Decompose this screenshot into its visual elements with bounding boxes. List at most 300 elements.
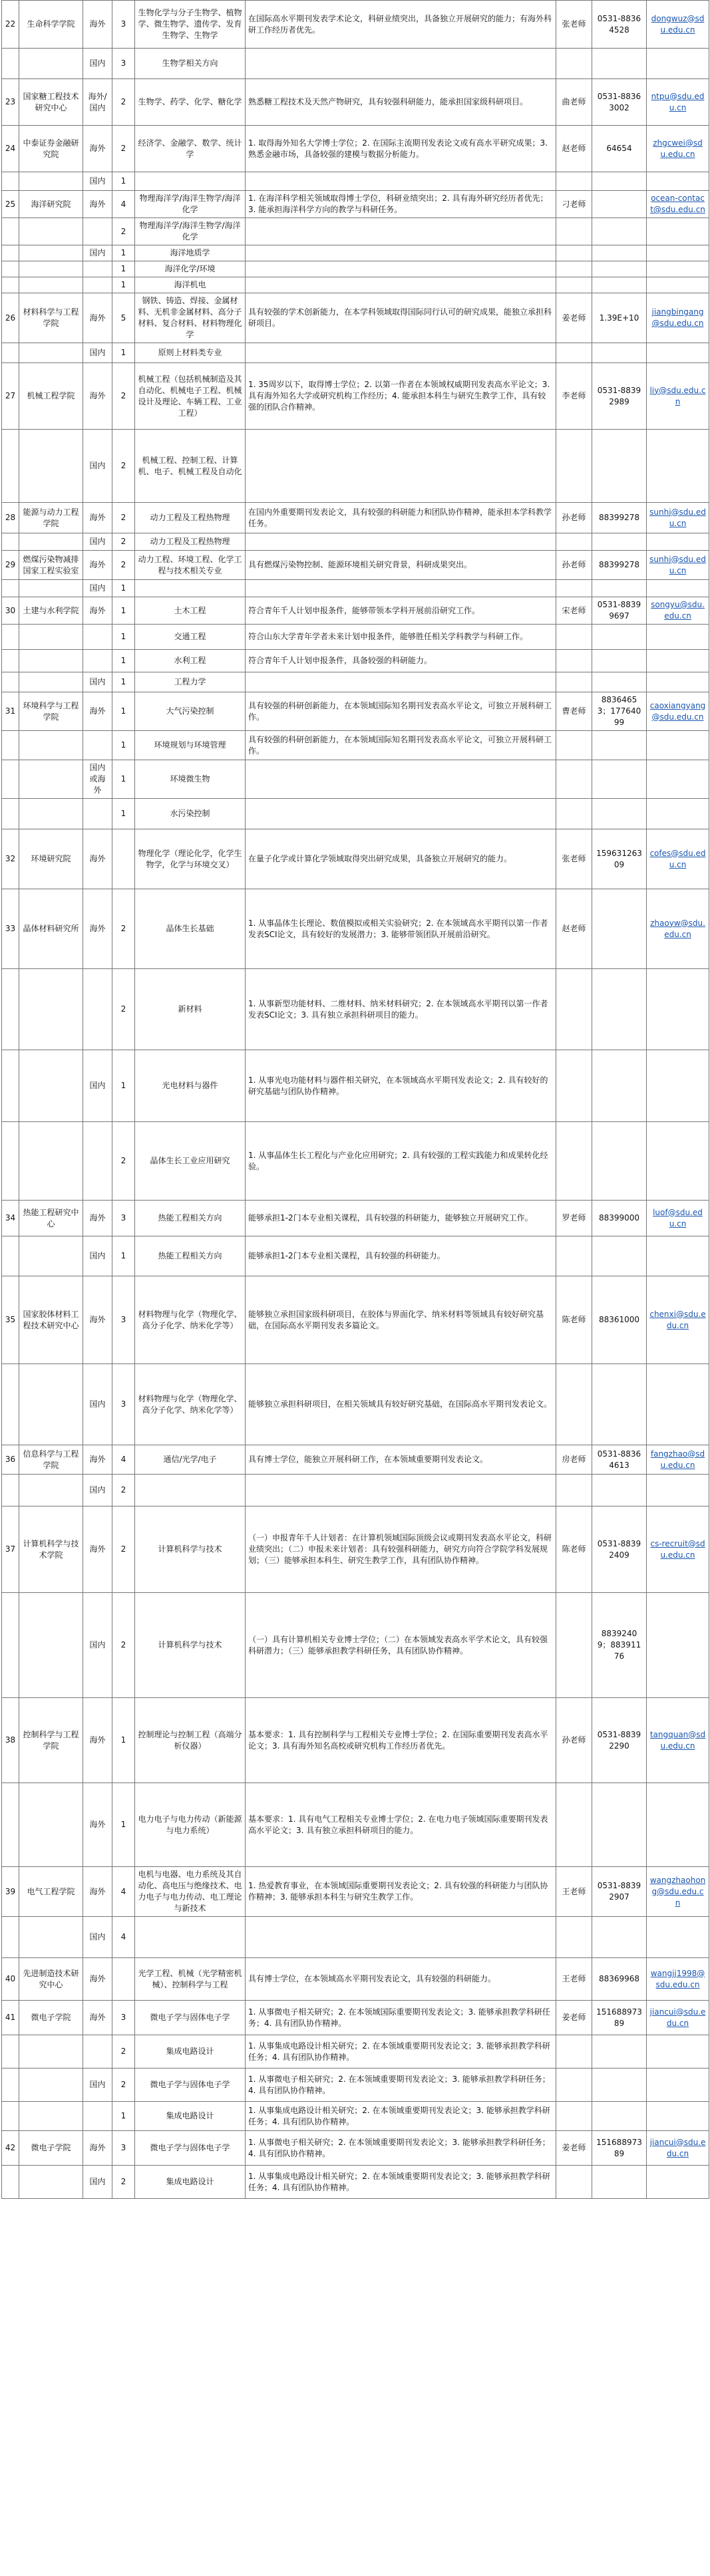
talent-source: 海外	[83, 2001, 112, 2035]
requirements: 1. 35周岁以下，取得博士学位；2. 以第一作者在本领域权威期刊发表高水平论文；3. 具有海外知名大学或研究机构工作经历；4. 能承担本科生与研究生教学工作，具有较强的团队合作精神。	[246, 363, 556, 430]
talent-source: 国内	[83, 245, 112, 261]
unit-name: 海洋研究院	[19, 191, 83, 218]
headcount: 2	[112, 1122, 135, 1201]
research-direction: 机械工程、控制工程、计算机、电子、机械工程及自动化	[135, 430, 246, 503]
table-row	[2, 1506, 709, 1593]
unit-name	[19, 2035, 83, 2069]
research-direction: 海洋地质学	[135, 245, 246, 261]
headcount: 1	[112, 1698, 135, 1783]
requirements	[246, 533, 556, 551]
row-number: 41	[2, 2001, 19, 2035]
row-number	[2, 218, 19, 245]
unit-name: 生命科学学院	[19, 1, 83, 49]
row-number	[2, 1593, 19, 1698]
row-number	[2, 969, 19, 1050]
unit-name: 微电子学院	[19, 2131, 83, 2166]
talent-source: 海外	[83, 503, 112, 533]
research-direction	[135, 172, 246, 191]
headcount: 1	[112, 245, 135, 261]
research-direction: 环境微生物	[135, 760, 246, 799]
contact-person: 孙老师	[556, 503, 592, 533]
talent-source: 海外/国内	[83, 79, 112, 126]
contact-phone: 1.39E+10	[592, 293, 647, 343]
table-row	[2, 969, 709, 1050]
requirements: 具有较强的科研创新能力，在本领域国际知名期刊发表高水平论文，可独立开展科研工作。	[246, 692, 556, 731]
contact-email[interactable]: chenxi@sdu.edu.cn	[647, 1276, 709, 1364]
row-number: 24	[2, 126, 19, 172]
headcount: 4	[112, 1445, 135, 1475]
requirements: 1. 从事微电子相关研究；2. 在本领域国际重要期刊发表论文；3. 能够承担教学科研任务；4. 具有团队协作精神。	[246, 2001, 556, 2035]
talent-source	[83, 650, 112, 672]
contact-email	[647, 1917, 709, 1958]
contact-person	[556, 2035, 592, 2069]
table-row	[2, 1593, 709, 1698]
row-number	[2, 1236, 19, 1276]
unit-name	[19, 1364, 83, 1445]
talent-source: 海外	[83, 829, 112, 889]
talent-source: 海外	[83, 363, 112, 430]
talent-source: 国内	[83, 2069, 112, 2102]
research-direction: 生物化学与分子生物学、植物学、微生物学、遗传学、发育生物学、生物学	[135, 1, 246, 49]
contact-phone	[592, 1236, 647, 1276]
unit-name: 计算机科学与技术学院	[19, 1506, 83, 1593]
row-number: 37	[2, 1506, 19, 1593]
headcount: 2	[112, 218, 135, 245]
contact-email[interactable]: liy@sdu.edu.cn	[647, 363, 709, 430]
requirements	[246, 430, 556, 503]
contact-phone: 15168897389	[592, 2131, 647, 2166]
contact-phone	[592, 2069, 647, 2102]
research-direction: 土木工程	[135, 597, 246, 625]
contact-email	[647, 760, 709, 799]
contact-email	[647, 277, 709, 293]
contact-email[interactable]: jiancui@sdu.edu.cn	[647, 2001, 709, 2035]
contact-person	[556, 218, 592, 245]
contact-email	[647, 1364, 709, 1445]
unit-name: 晶体材料研究所	[19, 889, 83, 969]
contact-email[interactable]: ntpu@sdu.edu.cn	[647, 79, 709, 126]
contact-person	[556, 1050, 592, 1122]
contact-phone	[592, 731, 647, 760]
contact-person	[556, 533, 592, 551]
contact-person	[556, 799, 592, 829]
research-direction: 微电子学与固体电子学	[135, 2131, 246, 2166]
contact-email	[647, 580, 709, 597]
headcount: 1	[112, 650, 135, 672]
requirements: 1. 在海洋科学相关领域取得博士学位，科研业绩突出；2. 具有海外研究经历者优先；3. 能承担海洋科学方向的教学与科研任务。	[246, 191, 556, 218]
contact-email	[647, 650, 709, 672]
research-direction: 动力工程及工程热物理	[135, 503, 246, 533]
contact-email	[647, 1236, 709, 1276]
contact-email[interactable]: fangzhao@sdu.edu.cn	[647, 1445, 709, 1475]
headcount: 1	[112, 343, 135, 363]
headcount: 2	[112, 79, 135, 126]
contact-person	[556, 1783, 592, 1867]
headcount: 1	[112, 597, 135, 625]
headcount: 1	[112, 277, 135, 293]
row-number: 30	[2, 597, 19, 625]
contact-phone	[592, 245, 647, 261]
contact-email[interactable]: jiancui@sdu.edu.cn	[647, 2131, 709, 2166]
contact-email[interactable]: cs-recruit@sdu.edu.cn	[647, 1506, 709, 1593]
unit-name	[19, 1236, 83, 1276]
row-number	[2, 1783, 19, 1867]
contact-email	[647, 2102, 709, 2131]
talent-source: 国内	[83, 672, 112, 692]
contact-email	[647, 1122, 709, 1201]
row-number: 32	[2, 829, 19, 889]
headcount: 2	[112, 503, 135, 533]
contact-phone: 0531-88392989	[592, 363, 647, 430]
requirements: 1. 从事晶体生长工程化与产业化应用研究；2. 具有较强的工程实践能力和成果转化经验。	[246, 1122, 556, 1201]
contact-email[interactable]: wangjj1998@sdu.edu.cn	[647, 1958, 709, 2001]
contact-person: 王老师	[556, 1867, 592, 1917]
contact-email[interactable]: cofes@sdu.edu.cn	[647, 829, 709, 889]
requirements: 熟悉糖工程技术及天然产物研究，具有较强科研能力，能承担国家级科研项目。	[246, 79, 556, 126]
headcount: 3	[112, 1201, 135, 1236]
contact-person: 王老师	[556, 1958, 592, 2001]
unit-name	[19, 261, 83, 277]
contact-email[interactable]: songyu@sdu.edu.cn	[647, 597, 709, 625]
talent-source: 国内	[83, 172, 112, 191]
contact-phone: 0531-88392907	[592, 1867, 647, 1917]
talent-source: 国内	[83, 1364, 112, 1445]
headcount: 4	[112, 1867, 135, 1917]
research-direction: 工程力学	[135, 672, 246, 692]
contact-person	[556, 343, 592, 363]
unit-name	[19, 1475, 83, 1506]
row-number	[2, 172, 19, 191]
headcount: 2	[112, 2069, 135, 2102]
table-row	[2, 551, 709, 580]
contact-person: 张老师	[556, 1, 592, 49]
row-number	[2, 533, 19, 551]
requirements: 符合青年千人计划申报条件，能够带领本学科开展前沿研究工作。	[246, 597, 556, 625]
table-row	[2, 2001, 709, 2035]
contact-email[interactable]: sunhj@sdu.edu.cn	[647, 503, 709, 533]
table-row	[2, 2102, 709, 2131]
talent-source: 国内	[83, 580, 112, 597]
research-direction: 大气污染控制	[135, 692, 246, 731]
research-direction: 材料物理与化学（物理化学、高分子化学、纳米化学等）	[135, 1364, 246, 1445]
row-number	[2, 245, 19, 261]
unit-name	[19, 1122, 83, 1201]
row-number: 31	[2, 692, 19, 731]
research-direction: 晶体生长基础	[135, 889, 246, 969]
contact-email[interactable]: zhaoyw@sdu.edu.cn	[647, 889, 709, 969]
talent-source: 海外	[83, 191, 112, 218]
research-direction: 光电材料与器件	[135, 1050, 246, 1122]
headcount: 1	[112, 1783, 135, 1867]
contact-email[interactable]: ocean-contact@sdu.edu.cn	[647, 191, 709, 218]
contact-person: 刁老师	[556, 191, 592, 218]
headcount: 3	[112, 2001, 135, 2035]
talent-source: 海外	[83, 126, 112, 172]
contact-phone	[592, 261, 647, 277]
requirements: 1. 从事微电子相关研究；2. 在本领域重要期刊发表论文；3. 能够承担教学科研任务；4. 具有团队协作精神。	[246, 2069, 556, 2102]
contact-email[interactable]: tangquan@sdu.edu.cn	[647, 1698, 709, 1783]
contact-phone	[592, 277, 647, 293]
table-row	[2, 277, 709, 293]
research-direction	[135, 580, 246, 597]
table-row	[2, 1698, 709, 1783]
research-direction: 水污染控制	[135, 799, 246, 829]
contact-person	[556, 1593, 592, 1698]
table-row	[2, 293, 709, 343]
headcount	[112, 829, 135, 889]
table-row	[2, 343, 709, 363]
contact-phone: 0531-88392409	[592, 1506, 647, 1593]
contact-person: 赵老师	[556, 889, 592, 969]
contact-email	[647, 799, 709, 829]
requirements: 在国内外重要期刊发表论文，具有较强的科研能力和团队协作精神，能承担本学科教学任务。	[246, 503, 556, 533]
talent-source	[83, 625, 112, 650]
contact-person	[556, 1122, 592, 1201]
row-number	[2, 430, 19, 503]
research-direction: 机械工程（包括机械制造及其自动化、机械电子工程、机械设计及理论、车辆工程、工业工程）	[135, 363, 246, 430]
requirements	[246, 49, 556, 79]
contact-phone: 64654	[592, 126, 647, 172]
row-number: 38	[2, 1698, 19, 1783]
contact-person: 张老师	[556, 829, 592, 889]
headcount: 5	[112, 293, 135, 343]
table-row	[2, 49, 709, 79]
requirements: 能够承担1-2门本专业相关课程，具有较强的科研能力。	[246, 1236, 556, 1276]
talent-source	[83, 969, 112, 1050]
row-number: 23	[2, 79, 19, 126]
contact-person	[556, 1917, 592, 1958]
unit-name	[19, 2102, 83, 2131]
unit-name: 机械工程学院	[19, 363, 83, 430]
talent-source: 海外	[83, 1445, 112, 1475]
research-direction: 动力工程、环境工程、化学工程与技术相关专业	[135, 551, 246, 580]
unit-name	[19, 672, 83, 692]
contact-person: 孙老师	[556, 1698, 592, 1783]
headcount: 1	[112, 1050, 135, 1122]
research-direction: 计算机科学与技术	[135, 1593, 246, 1698]
research-direction: 集成电路设计	[135, 2035, 246, 2069]
requirements: 具有较强的科研创新能力，在本领域国际知名期刊发表高水平论文，可独立开展科研工作。	[246, 731, 556, 760]
headcount: 1	[112, 625, 135, 650]
talent-source	[83, 799, 112, 829]
headcount: 2	[112, 551, 135, 580]
unit-name	[19, 430, 83, 503]
headcount: 1	[112, 731, 135, 760]
contact-phone: 15168897389	[592, 2001, 647, 2035]
contact-email[interactable]: dongwuz@sdu.edu.cn	[647, 1, 709, 49]
requirements	[246, 245, 556, 261]
table-row	[2, 760, 709, 799]
table-row	[2, 218, 709, 245]
unit-name	[19, 799, 83, 829]
research-direction: 新材料	[135, 969, 246, 1050]
requirements: 1. 从事集成电路设计相关研究；2. 在本领域重要期刊发表论文；3. 能够承担教学科研任务；4. 具有团队协作精神。	[246, 2166, 556, 2199]
unit-name	[19, 650, 83, 672]
contact-phone	[592, 760, 647, 799]
headcount: 2	[112, 2035, 135, 2069]
table-row	[2, 363, 709, 430]
table-row	[2, 430, 709, 503]
unit-name: 国家糖工程技术研究中心	[19, 79, 83, 126]
talent-source: 海外	[83, 551, 112, 580]
unit-name	[19, 1050, 83, 1122]
contact-person	[556, 650, 592, 672]
talent-source	[83, 1122, 112, 1201]
contact-email	[647, 49, 709, 79]
table-row	[2, 261, 709, 277]
talent-source: 海外	[83, 597, 112, 625]
requirements: 1. 从事集成电路设计相关研究；2. 在本领域重要期刊发表论文；3. 能够承担教学科研任务；4. 具有团队协作精神。	[246, 2035, 556, 2069]
headcount: 1	[112, 1236, 135, 1276]
requirements	[246, 672, 556, 692]
contact-phone	[592, 889, 647, 969]
contact-email[interactable]: zhgcwei@sdu.edu.cn	[647, 126, 709, 172]
row-number	[2, 731, 19, 760]
unit-name: 国家胶体材料工程技术研究中心	[19, 1276, 83, 1364]
research-direction: 电机与电器、电力系统及其自动化、高电压与绝缘技术、电力电子与电力传动、电工理论与新技术	[135, 1867, 246, 1917]
unit-name	[19, 218, 83, 245]
contact-phone: 88364653；17764099	[592, 692, 647, 731]
contact-email	[647, 672, 709, 692]
row-number	[2, 277, 19, 293]
row-number: 27	[2, 363, 19, 430]
requirements	[246, 343, 556, 363]
research-direction: 控制理论与控制工程（高端分析仪器）	[135, 1698, 246, 1783]
headcount: 2	[112, 1593, 135, 1698]
requirements: 1. 从事晶体生长理论、数值模拟或相关实验研究；2. 在本领域高水平期刊以第一作者发表SCI论文，具有较好的发展潜力；3. 能够带领团队开展前沿研究。	[246, 889, 556, 969]
table-row	[2, 172, 709, 191]
unit-name	[19, 625, 83, 650]
contact-phone: 0531-88392290	[592, 1698, 647, 1783]
table-row	[2, 1445, 709, 1475]
contact-email	[647, 2069, 709, 2102]
contact-phone	[592, 1783, 647, 1867]
row-number: 42	[2, 2131, 19, 2166]
table-row	[2, 731, 709, 760]
table-row	[2, 1201, 709, 1236]
headcount: 1	[112, 692, 135, 731]
requirements	[246, 261, 556, 277]
headcount: 4	[112, 1917, 135, 1958]
headcount: 1	[112, 760, 135, 799]
contact-person	[556, 277, 592, 293]
contact-person: 赵老师	[556, 126, 592, 172]
requirements	[246, 172, 556, 191]
contact-phone	[592, 533, 647, 551]
contact-phone: 88399278	[592, 551, 647, 580]
contact-phone: 15963126309	[592, 829, 647, 889]
contact-email[interactable]: sunhj@sdu.edu.cn	[647, 551, 709, 580]
talent-source: 国内	[83, 1050, 112, 1122]
talent-source: 海外	[83, 1867, 112, 1917]
requirements	[246, 218, 556, 245]
contact-email	[647, 430, 709, 503]
row-number	[2, 580, 19, 597]
research-direction: 经济学、金融学、数学、统计学	[135, 126, 246, 172]
contact-phone	[592, 191, 647, 218]
unit-name	[19, 760, 83, 799]
contact-person	[556, 969, 592, 1050]
talent-source: 海外	[83, 1783, 112, 1867]
research-direction: 海洋机电	[135, 277, 246, 293]
requirements: 1. 取得海外知名大学博士学位；2. 在国际主流期刊发表论文或有高水平研究成果；3. 熟悉金融市场，具备较强的建模与数据分析能力。	[246, 126, 556, 172]
contact-phone: 0531-88399697	[592, 597, 647, 625]
talent-source	[83, 2102, 112, 2131]
talent-source: 海外	[83, 1276, 112, 1364]
headcount: 3	[112, 49, 135, 79]
unit-name: 材料科学与工程学院	[19, 293, 83, 343]
talent-source: 海外	[83, 1, 112, 49]
contact-phone: 88361000	[592, 1276, 647, 1364]
row-number: 35	[2, 1276, 19, 1364]
row-number	[2, 799, 19, 829]
headcount: 2	[112, 126, 135, 172]
research-direction: 物理化学（理论化学，化学生物学，化学与环境交叉）	[135, 829, 246, 889]
headcount: 2	[112, 363, 135, 430]
contact-phone	[592, 650, 647, 672]
unit-name: 电气工程学院	[19, 1867, 83, 1917]
contact-person	[556, 2166, 592, 2199]
requirements: 能够独立承担科研项目，在相关领域具有较好研究基础，在国际高水平期刊发表论文。	[246, 1364, 556, 1445]
talent-source: 海外	[83, 889, 112, 969]
contact-person: 姜老师	[556, 2001, 592, 2035]
row-number	[2, 1122, 19, 1201]
talent-source	[83, 261, 112, 277]
talent-source: 国内或海外	[83, 760, 112, 799]
contact-email[interactable]: luof@sdu.edu.cn	[647, 1201, 709, 1236]
table-row	[2, 1050, 709, 1122]
contact-email[interactable]: caoxiangyang@sdu.edu.cn	[647, 692, 709, 731]
row-number	[2, 343, 19, 363]
research-direction: 晶体生长工业应用研究	[135, 1122, 246, 1201]
contact-person	[556, 580, 592, 597]
row-number	[2, 1917, 19, 1958]
headcount: 1	[112, 2102, 135, 2131]
contact-phone: 88399000	[592, 1201, 647, 1236]
contact-person	[556, 1364, 592, 1445]
contact-phone	[592, 2035, 647, 2069]
requirements: 符合山东大学青年学者未来计划申报条件，能够胜任相关学科教学与科研工作。	[246, 625, 556, 650]
contact-person: 宋老师	[556, 597, 592, 625]
contact-email[interactable]: wangzhaohong@sdu.edu.cn	[647, 1867, 709, 1917]
research-direction	[135, 1475, 246, 1506]
row-number: 36	[2, 1445, 19, 1475]
contact-person: 孙老师	[556, 551, 592, 580]
table-row	[2, 2035, 709, 2069]
contact-email[interactable]: jiangbingang@sdu.edu.cn	[647, 293, 709, 343]
headcount: 1	[112, 261, 135, 277]
table-row	[2, 79, 709, 126]
contact-phone	[592, 2166, 647, 2199]
unit-name	[19, 580, 83, 597]
research-direction: 集成电路设计	[135, 2102, 246, 2131]
contact-person	[556, 625, 592, 650]
headcount	[112, 1958, 135, 2001]
contact-phone	[592, 1050, 647, 1122]
row-number: 40	[2, 1958, 19, 2001]
headcount: 3	[112, 1364, 135, 1445]
headcount: 3	[112, 2131, 135, 2166]
unit-name: 控制科学与工程学院	[19, 1698, 83, 1783]
headcount: 1	[112, 580, 135, 597]
contact-person	[556, 172, 592, 191]
table-row	[2, 597, 709, 625]
unit-name: 燃煤污染物减排国家工程实验室	[19, 551, 83, 580]
row-number	[2, 672, 19, 692]
contact-phone	[592, 625, 647, 650]
requirements: 具有较强的学术创新能力，在本学科领域取得国际同行认可的研究成果，能独立承担科研项目。	[246, 293, 556, 343]
contact-person	[556, 2102, 592, 2131]
